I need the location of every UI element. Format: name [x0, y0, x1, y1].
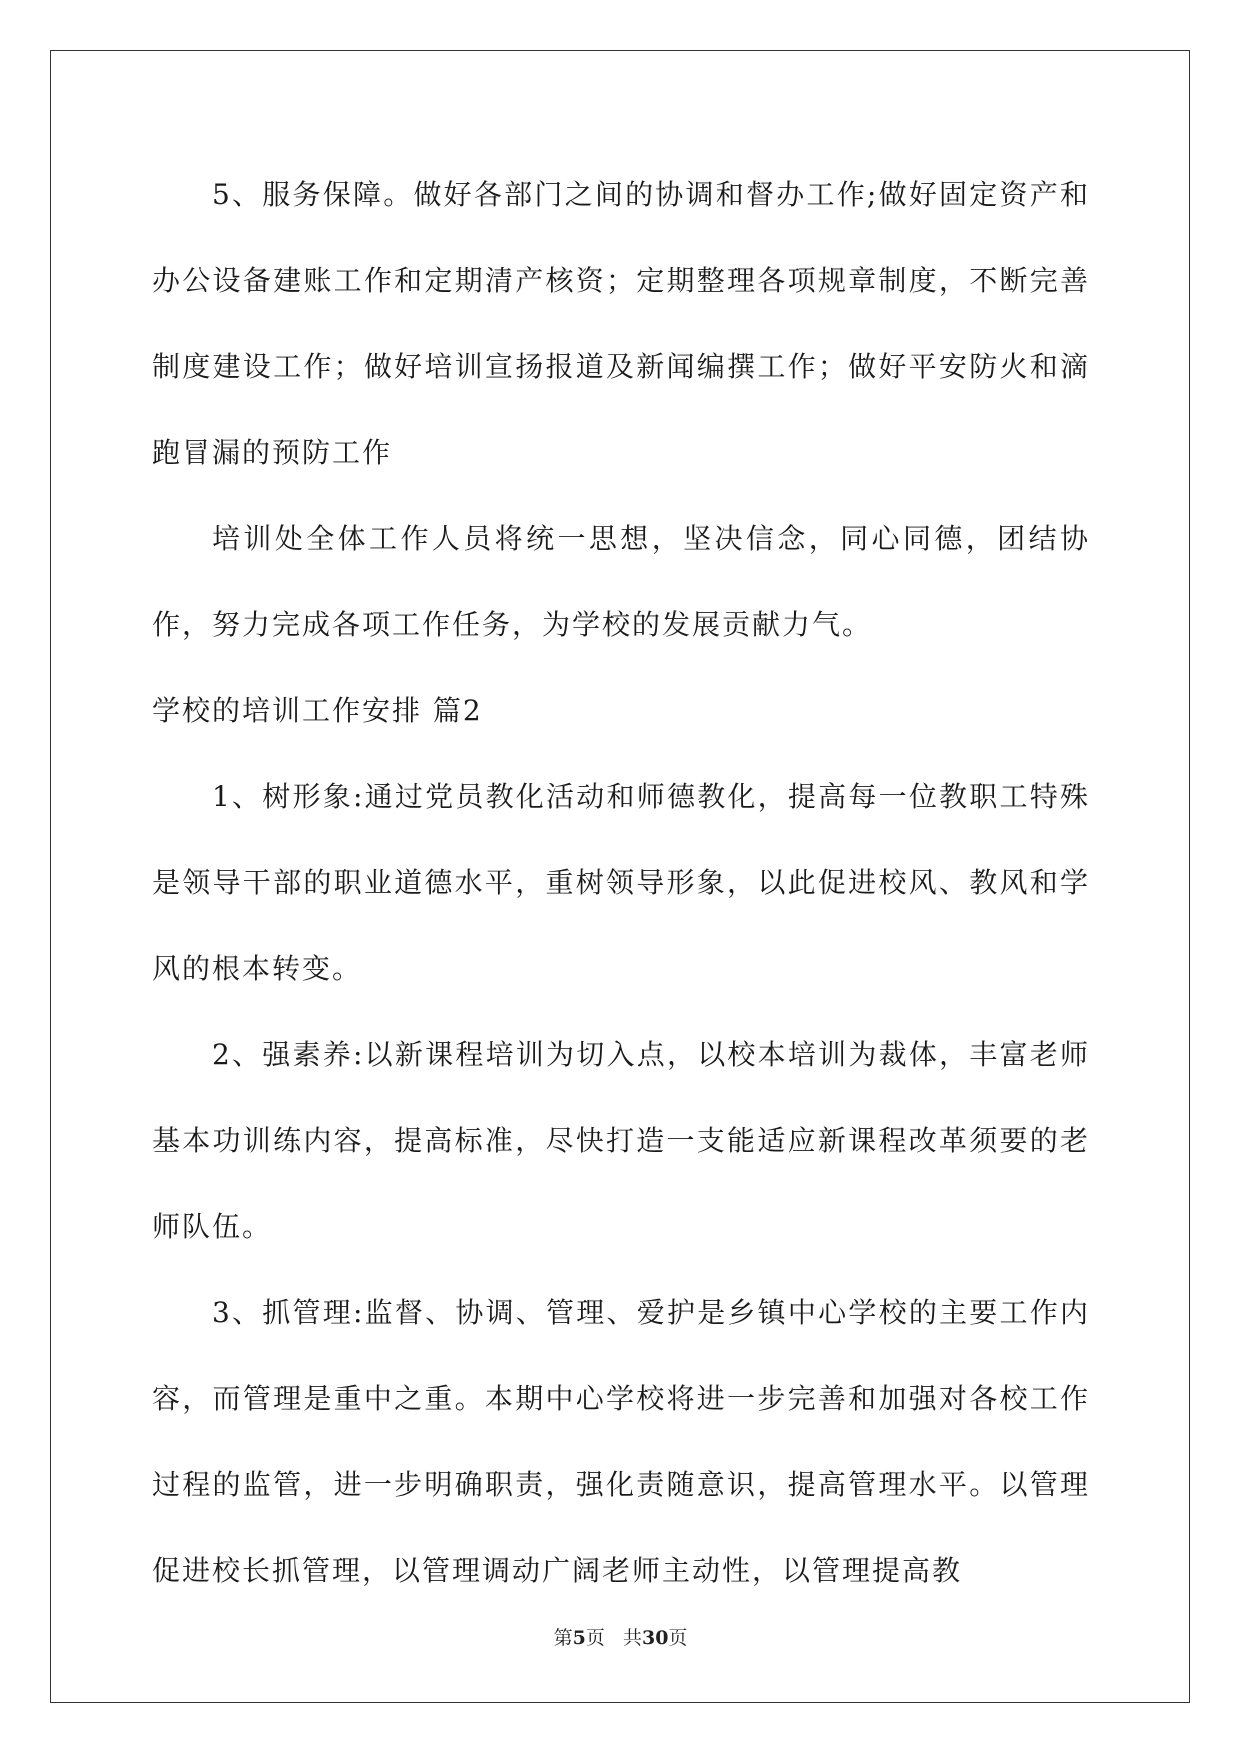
page-footer: [0, 1623, 1241, 1650]
footer-total-prefix: 共: [622, 1627, 642, 1649]
paragraph-management: 3、抓管理:监督、协调、管理、爱护是乡镇中心学校的主要工作内容，而管理是重中之重。本期中心学校将进一步完善和加强对各校工作过程的监管，进一步明确职责，强化责随意识，提高管理水平。以管理促进校长抓管理，以管理调动广阔老师主动性，以管理提高教: [152, 1296, 1090, 1587]
footer-prefix: 第: [553, 1627, 573, 1649]
footer-page-suffix: 页: [585, 1627, 605, 1649]
paragraph-training-office-commitment: 培训处全体工作人员将统一思想，坚决信念，同心同德，团结协作，努力完成各项工作任务，为学校的发展贡献力气。: [152, 522, 1090, 641]
footer-total-suffix: 页: [668, 1627, 688, 1649]
footer-total-pages: 30: [641, 1627, 669, 1649]
paragraph-service-guarantee: 5、服务保障。做好各部门之间的协调和督办工作;做好固定资产和办公设备建账工作和定期清产核资；定期整理各项规章制度，不断完善制度建设工作；做好培训宣扬报道及新闻编撰工作；做好平安防火和滴跑冒漏的预防工作: [152, 178, 1090, 469]
document-body: [152, 152, 1090, 1614]
paragraph-build-image: 1、树形象:通过党员教化活动和师德教化，提高每一位教职工特殊是领导干部的职业道德水平，重树领导形象，以此促进校风、教风和学风的根本转变。: [152, 780, 1090, 985]
section-heading: 学校的培训工作安排 篇2: [152, 694, 483, 727]
footer-page-number: 5: [572, 1627, 586, 1649]
paragraph-strengthen-quality: 2、强素养:以新课程培训为切入点，以校本培训为裁体，丰富老师基本功训练内容，提高标准，尽快打造一支能适应新课程改革须要的老师队伍。: [152, 1038, 1090, 1243]
